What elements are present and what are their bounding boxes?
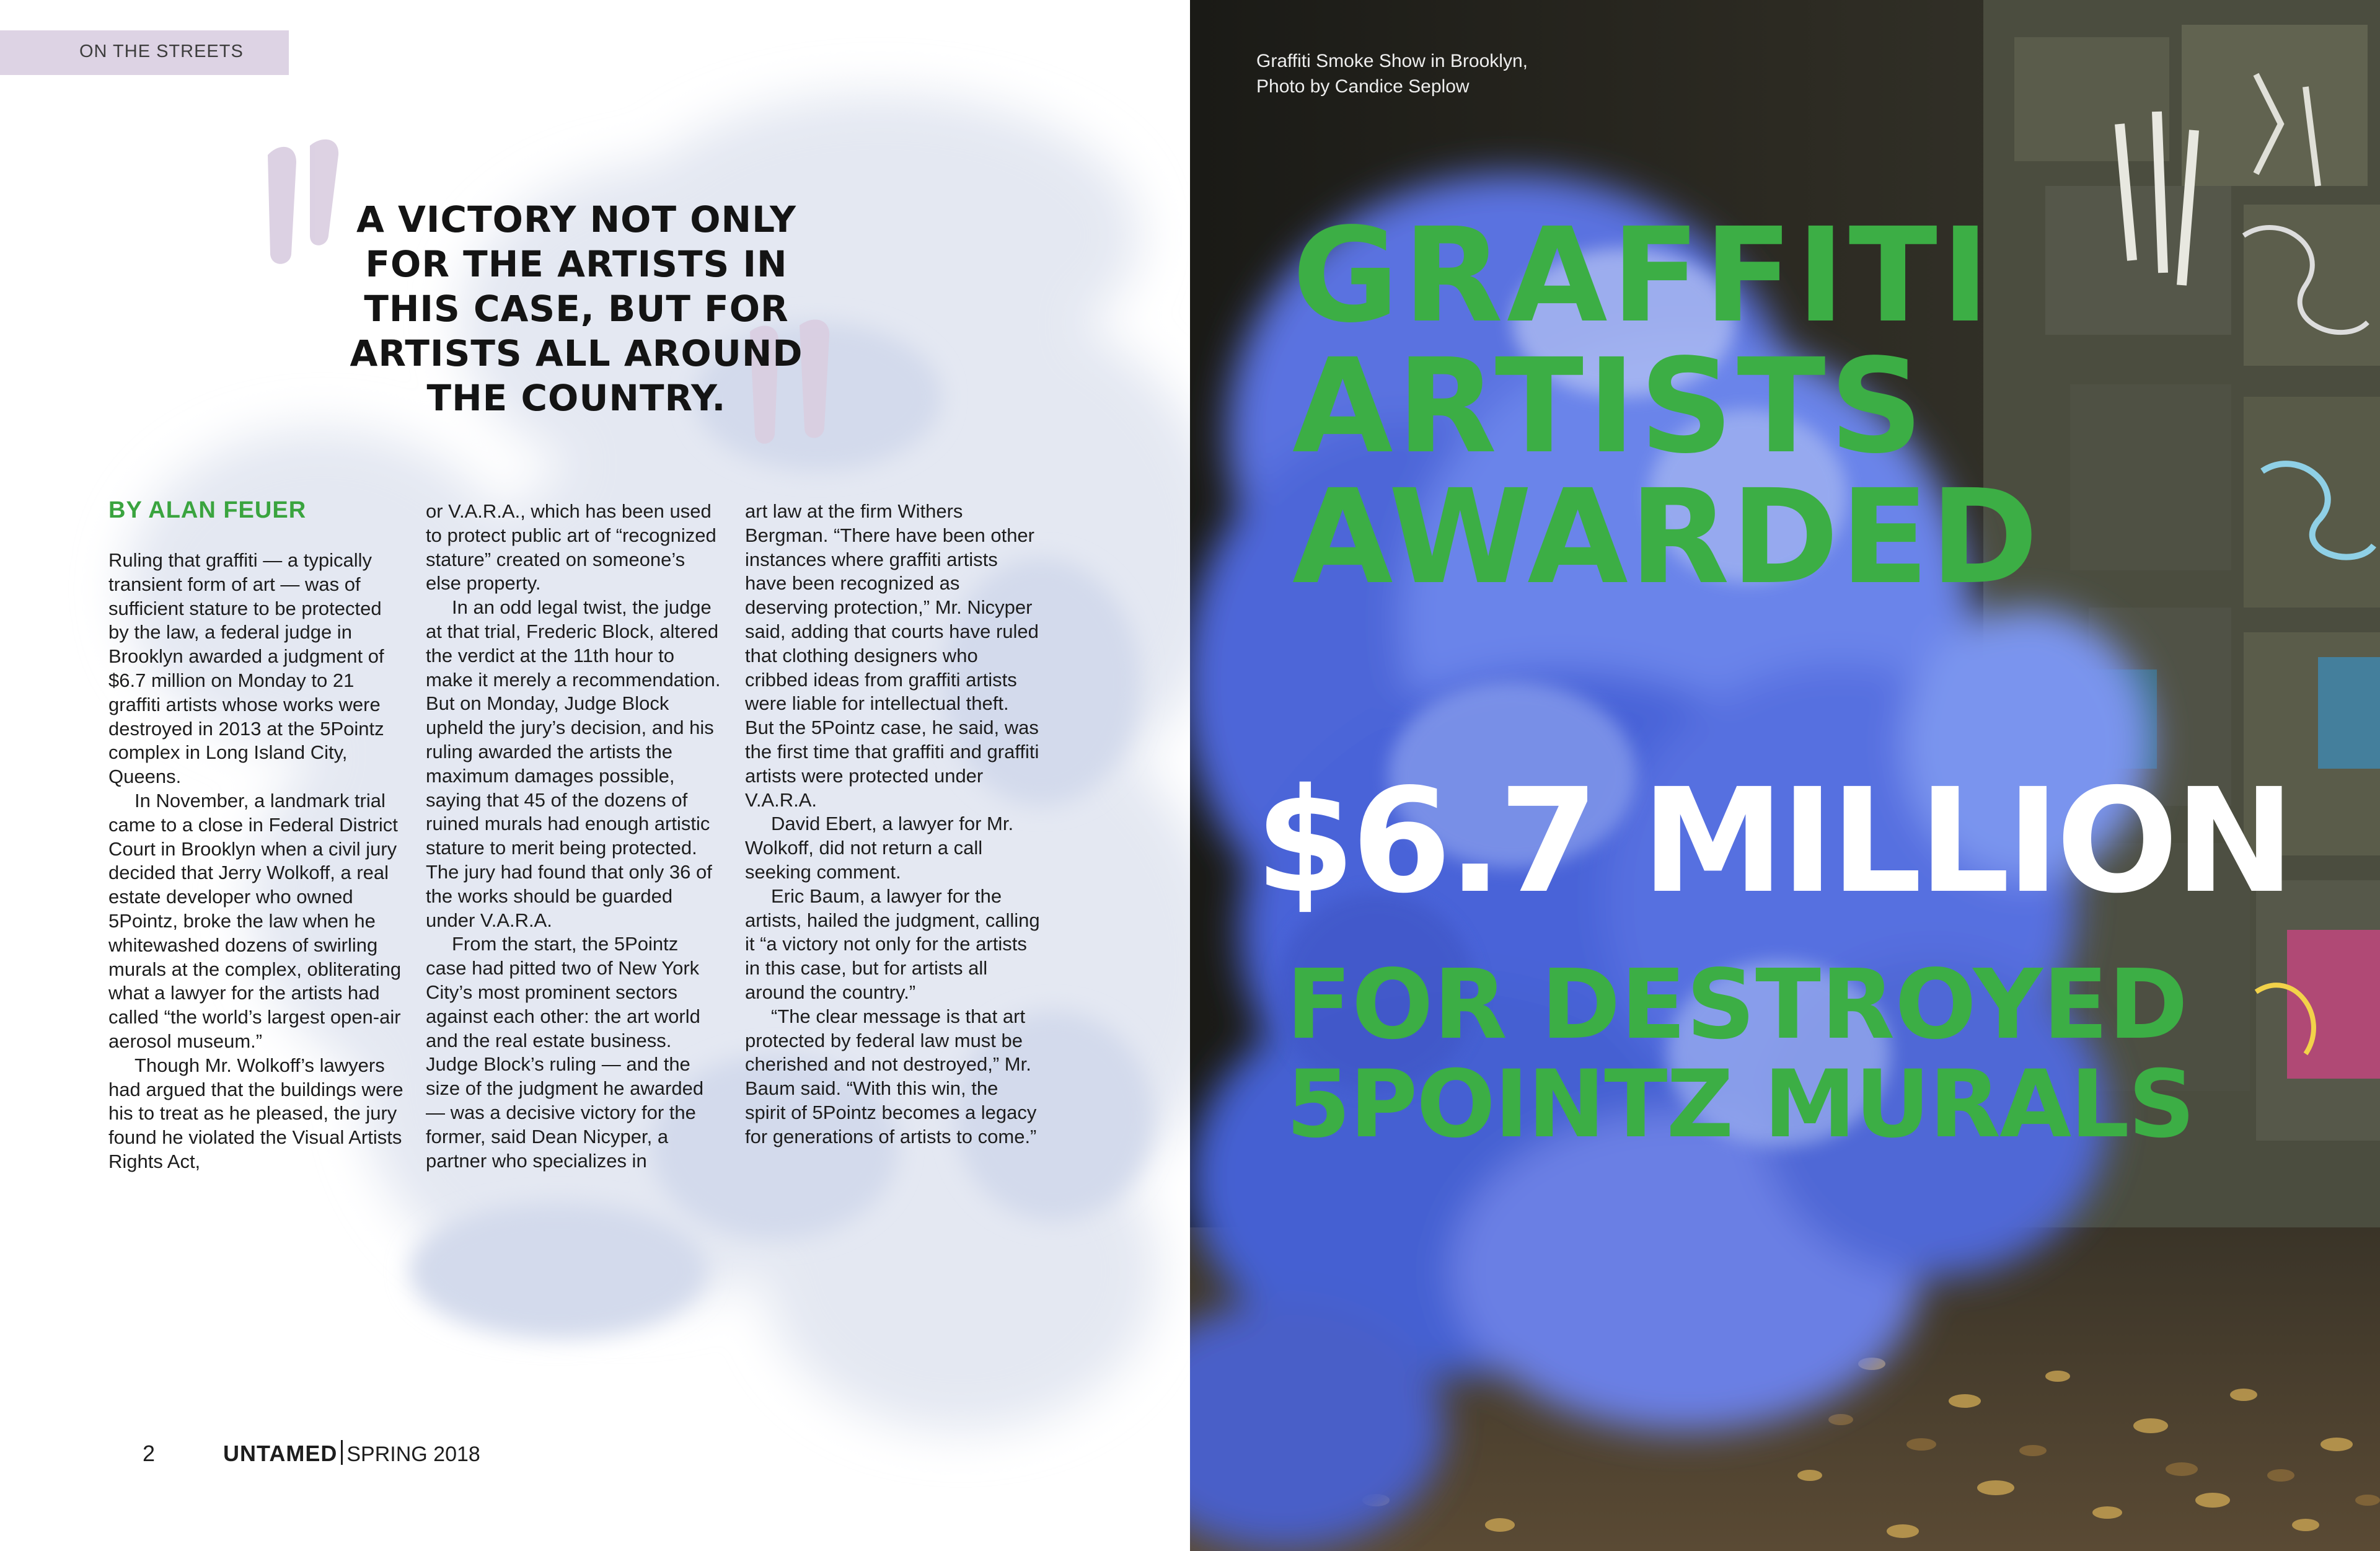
magazine-name: UNTAMED	[223, 1441, 338, 1466]
pull-quote: A VICTORY NOT ONLY FOR THE ARTISTS IN THIS CASE, BUT FOR ARTISTS ALL AROUND THE COUNTRY.	[350, 198, 803, 419]
paragraph: Though Mr. Wolkoff’s lawyers had argued that the buildings were his to treat as he pleased, the jury found he violated the Visual Artists Rights Act,	[108, 1054, 403, 1172]
paragraph: “The clear message is that art protected by federal law must be cherished and not destroyed,” Mr. Baum said. “With this win, the spirit of 5Pointz becomes a legacy for generations of artists to come.”	[745, 1005, 1037, 1147]
paragraph: Eric Baum, a lawyer for the artists, hailed the judgment, calling it “a victory not only for the artists in this case, but for artists all around the country.”	[745, 885, 1040, 1003]
paragraph: art law at the firm Withers Bergman. “There have been other instances where graffiti artists have been recognized as deserving protection,” Mr. Nicyper said, adding that courts have ruled that clothing designers who cribbed ideas from graffiti artists were liable for intellectual theft. But the 5Pointz case, he said, was the first time that graffiti and graffiti artists were protected under V.A.R.A.	[745, 500, 1039, 811]
article-column-3	[745, 500, 1042, 1149]
page-number: 2	[143, 1441, 156, 1466]
headline-line-1: GRAFFITI	[1292, 200, 1994, 351]
byline: BY ALAN FEUER	[108, 497, 307, 523]
paragraph: In an odd legal twist, the judge at that trial, Frederic Block, altered the verdict at the 11th hour to make it merely a recommendation. But on Monday, Judge Block upheld the jury’s decision, and his ruling awarded the artists the maximum damages possible, saying that 45 of the dozens of ruined murals had enough artistic stature to merit being protected. The jury had found that only 36 of the works should be guarded under V.A.R.A.	[426, 596, 721, 931]
article-column-2	[426, 500, 723, 1173]
headline-line-4: $6.7 MILLION	[1255, 758, 2291, 925]
paragraph: David Ebert, a lawyer for Mr. Wolkoff, did not return a call seeking comment.	[745, 813, 1014, 883]
caption-line-1: Graffiti Smoke Show in Brooklyn,	[1256, 51, 1528, 71]
paragraph: or V.A.R.A., which has been used to protect public art of “recognized stature” created on someone’s else property.	[426, 500, 716, 594]
headline-line-2: ARTISTS	[1292, 330, 1927, 482]
section-tab	[0, 30, 289, 75]
headline-line-6: 5POINTZ MURALS	[1286, 1051, 2194, 1159]
headline-line-3: AWARDED	[1292, 461, 2040, 613]
page-footer	[143, 1440, 480, 1467]
headline	[1190, 0, 2380, 1551]
issue-label: SPRING 2018	[346, 1443, 480, 1466]
article-column-1	[108, 549, 406, 1174]
footer-divider	[341, 1440, 343, 1465]
paragraph: Ruling that graffiti — a typically transient form of art — was of sufficient stature to be protected by the law, a federal judge in Brooklyn awarded a judgment of $6.7 million on Monday to 21 graffiti artists whose works were destroyed in 2013 at the 5Pointz complex in Long Island City, Queens.	[108, 549, 384, 788]
section-label: ON THE STREETS	[79, 42, 244, 61]
paragraph: From the start, the 5Pointz case had pitted two of New York City’s most prominent sectors against each other: the art world and the real estate business. Judge Block’s ruling — and the size of the judgment he awarded — was a decisive victory for the former, said Dean Nicyper, a partner who specializes in	[426, 933, 704, 1172]
paragraph: In November, a landmark trial came to a close in Federal District Court in Brooklyn when a civil jury decided that Jerry Wolkoff, a real estate developer who owned 5Pointz, broke the law when he whitewashed dozens of swirling murals at the complex, obliterating what a lawyer for the artists had called “the world’s largest open-air aerosol museum.”	[108, 789, 402, 1052]
headline-line-5: FOR DESTROYED	[1286, 948, 2188, 1061]
caption-line-2: Photo by Candice Seplow	[1256, 76, 1470, 97]
hero-photo	[1190, 0, 2380, 1551]
